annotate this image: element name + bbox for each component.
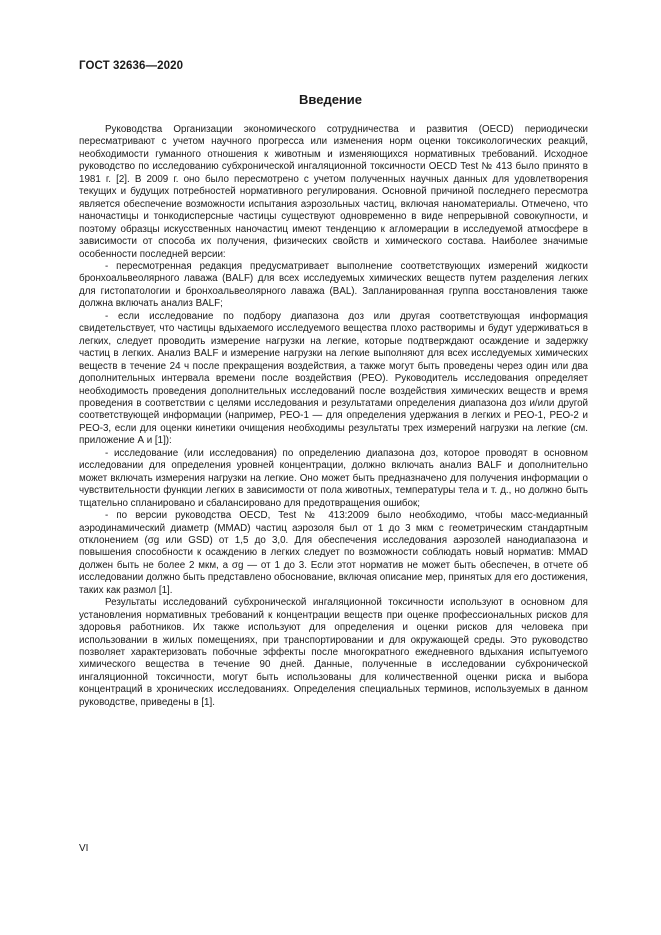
standard-code-header: ГОСТ 32636—2020 <box>79 60 184 72</box>
page-number: VI <box>79 843 89 854</box>
list-item: - исследование (или исследования) по определению диапазона доз, которое проводят в основном исследовании для определения уровней концентрации, должно включать анализ BALF и дополнительно может включать измерения нагрузки на легкие. Оно может быть предназначено для получения информации о чувствительности функции легких в зависимости от пола животных, температуры тела и т. д., но должно быть тщательно спланировано и сбалансировано для предотвращения ошибок; <box>79 447 588 509</box>
body-text <box>79 124 588 709</box>
list-item: - по версии руководства OECD, Test № 413:2009 было необходимо, чтобы масс-медианный аэродинамический диаметр (MMAD) частиц аэрозоля был от 1 до 3 мкм с геометрическим стандартным отклонением (σg или GSD) от 1,5 до 3,0. Для обеспечения исследования аэрозолей нанодиапазона и повышения способности к осаждению в легких следует по возможности соблюдать новый норматив: MMAD должен быть не более 2 мкм, а σg — от 1 до 3. Если этот норматив не может быть обеспечен, в отчете об исследовании должно быть представлено обоснование, включая описание мер, принятых для его достижения, таких как размол [1]. <box>79 510 588 596</box>
paragraph: Результаты исследований субхронической ингаляционной токсичности используют в основном для установления нормативных требований к концентрации веществ при оценке профессиональных рисков для здоровья работников. Их также используют для определения и оценки рисков для человека при использовании в жилых помещениях, при транспортировании и для окружающей среды. Это руководство позволяет характеризовать побочные эффекты после многократного ежедневного вдыхания испытуемого химического вещества в течение 90 дней. Данные, полученные в исследовании субхронической ингаляционной токсичности, могут быть использованы для количественной оценки риска и выбора концентраций в хронических исследованиях. Определения специальных терминов, используемых в данном руководстве, приведены в [1]. <box>79 597 588 708</box>
list-item: - пересмотренная редакция предусматривает выполнение соответствующих измерений жидкости бронхоальвеолярного лаважа (BALF) для всех исследуемых химических веществ путем разделения легких для гистопатологии и бронхоальвеолярного лаважа (BAL). Запланированная группа восстановления также должна включать анализ BALF; <box>79 260 588 310</box>
section-title: Введение <box>299 92 362 107</box>
paragraph: Руководства Организации экономического сотрудничества и развития (OECD) периодически пересматривают с учетом научного прогресса или изменения норм оценки токсикологических реакций, необходимости гуманного отношения к животным и изменяющихся нормативных требований. Исходное руководство по исследованию субхронической ингаляционной токсичности OECD Test № 413 было принято в 1981 г. [2]. В 2009 г. оно было пересмотрено с учетом полученных научных данных для удовлетворения текущих и будущих потребностей нормативного регулирования. Основной причиной последнего пересмотра является обеспечение возможности испытания аэрозольных частиц, включая наноматериалы. Отмечено, что наночастицы и тонкодисперсные частицы существуют одновременно в виде непрерывной совокупности, и поэтому образцы искусственных наночастиц имеют тенденцию к агломерации в исследуемой атмосфере в зависимости от способа их получения, физических свойств и химического состава. Наиболее значимые особенности последней версии: <box>79 124 588 260</box>
list-item: - если исследование по подбору диапазона доз или другая соответствующая информация свидетельствует, что частицы вдыхаемого исследуемого вещества плохо растворимы и будут удерживаться в легких, следует проводить измерение нагрузки на легкие, которые подтверждают осаждение и задержку частиц в легких. Анализ BALF и измерение нагрузки на легкие выполняют для всех исследуемых химических веществ в течение 24 ч после прекращения воздействия, а также могут быть проведены через один или два дополнительных интервала времени после воздействия (PEO). Руководитель исследования определяет необходимость проведения дополнительных исследований после воздействия химических веществ и время проведения в соответствии с целями исследования и результатами определения диапазона доз и/или другой соответствующей информации (например, PEO-1 — для определения удержания в легких и PEO-1, PEO-2 и PEO-3, если для оценки кинетики очищения необходимы результаты трех измерений нагрузки на легкие (см. приложение А и [1]): <box>79 310 588 447</box>
